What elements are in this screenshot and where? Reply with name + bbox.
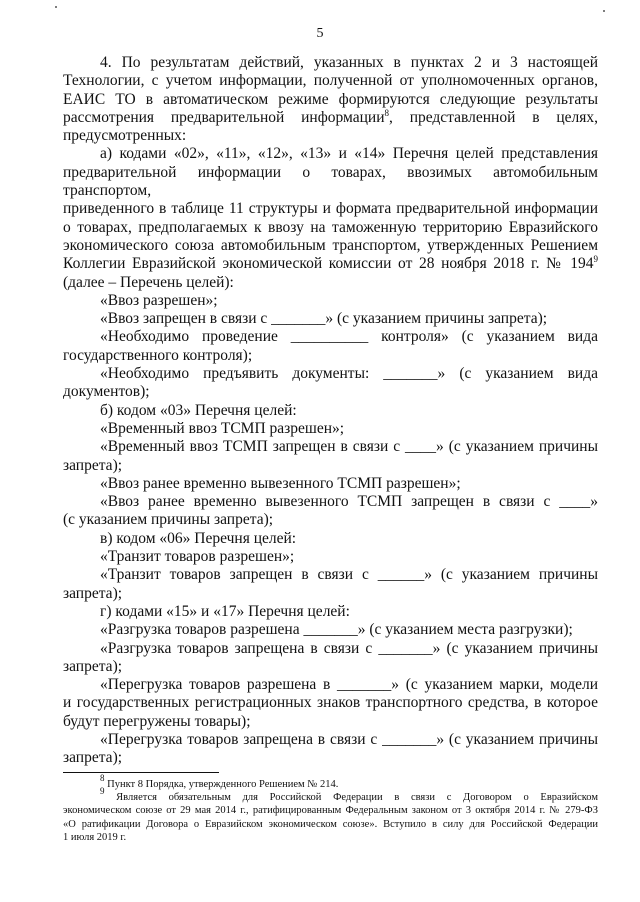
paragraph-line: запрета); [63,456,123,474]
paragraph-line: «Перегрузка товаров запрещена в связи с _______» (с указанием причины [100,730,598,748]
footnote-line [63,804,598,817]
paragraph-line: а) кодами «02», «11», «12», «13» и «14» Перечня целей представления [100,145,598,163]
footnote-text: «О ратификации Договора о Евразийском экономическом союзе». Вступило в силу для Российской Федерации [63,818,598,830]
footnote-line [63,786,598,804]
footnote-reference: 9 [593,254,598,265]
footnote-text: Является обязательным для Российской Федерации в связи с Договором о Евразийском [116,792,598,804]
footnote-number: 9 [100,786,105,797]
footnote-reference: 8 [384,107,389,118]
paragraph-line: в) кодом «06» Перечня целей: [100,529,297,547]
footnote-line [63,831,598,844]
line-text: Коллегии Евразийской экономической комиссии от 28 ноября 2018 г. № 194 [63,255,594,273]
paragraph-line: будут перегружены товары); [63,712,251,730]
footnote-text: 1 июля 2019 г. [63,831,127,843]
paragraph-line: приведенного в таблице 11 структуры и формата предварительной информации [63,200,598,218]
footnote-line [63,773,598,791]
paragraph-line: «Ввоз разрешен»; [100,291,218,309]
document-body [63,54,598,768]
paragraph-line: документов); [63,383,150,401]
paragraph-line: «Временный ввоз ТСМП разрешен»; [100,419,345,437]
paragraph-line: «Ввоз ранее временно вывезенного ТСМП разрешен»; [100,474,461,492]
paragraph-line: государственного контроля); [63,346,253,364]
paragraph-line [63,109,598,127]
paragraph-line: «Разгрузка товаров запрещена в связи с _______» (с указанием причины [100,639,598,657]
paragraph-line: «Транзит товаров разрешен»; [100,548,295,566]
paragraph-line: запрета); [63,657,123,675]
paragraph-line: «Необходимо предъявить документы: _______» (с указанием вида [100,365,598,383]
footnote-text: экономическом союзе от 29 мая 2014 г., ратифицированным Федеральным законом от 3 октября 2014 г. № 279-ФЗ [63,805,598,817]
paragraph-line: «Разгрузка товаров разрешена _______» (с указанием места разгрузки); [100,621,573,639]
paragraph-line: «Временный ввоз ТСМП запрещен в связи с ____» (с указанием причины [100,438,598,456]
paragraph-line: «Перегрузка товаров разрешена в _______» (с указанием марки, модели [100,676,598,694]
paragraph-line: «Ввоз запрещен в связи с _______» (с указанием причины запрета); [100,310,548,328]
scan-speck [55,6,57,8]
footnote-number: 8 [100,773,105,783]
paragraph-line: «Ввоз ранее временно вывезенного ТСМП запрещен в связи с ____» [100,493,598,511]
paragraph-line: предварительной информации о товарах, ввозимых автомобильным транспортом, [63,163,598,200]
paragraph-line: «Транзит товаров запрещен в связи с ______» (с указанием причины [100,566,598,584]
paragraph-line: «Необходимо проведение __________ контроля» (с указанием вида [100,328,598,346]
footnote-separator [63,772,219,773]
paragraph-line: запрета); [63,584,123,602]
paragraph-line: предусмотренных: [63,127,187,145]
paragraph-line: (далее – Перечень целей): [63,273,234,291]
line-text: рассмотрения предварительной информации [63,108,385,126]
scan-speck [603,10,605,12]
paragraph-line: 4. По результатам действий, указанных в пунктах 2 и 3 настоящей [100,54,598,71]
line-text: , представленной в целях, [389,108,598,126]
footnotes [63,773,598,844]
footnote-line [63,818,598,831]
paragraph-line: г) кодами «15» и «17» Перечня целей: [100,602,350,620]
page-number: 5 [316,26,324,41]
paragraph-line: о товарах, предполагаемых к ввозу на таможенную территорию Евразийского [63,218,598,236]
paragraph-line: экономического союза автомобильным транспортом, утвержденных Решением [63,236,598,254]
paragraph-line: запрета); [63,749,123,767]
footnote-text: Пункт 8 Порядка, утвержденного Решением № 214. [107,779,339,790]
paragraph-line: ЕАИС ТО в автоматическом режиме формируются следующие результаты [63,90,598,108]
paragraph-line: и государственных регистрационных знаков транспортного средства, в которое [63,694,598,712]
paragraph-line: (с указанием причины запрета); [63,511,274,529]
paragraph-line: Технологии, с учетом информации, полученной от уполномоченных органов, [63,72,598,90]
paragraph-line: б) кодом «03» Перечня целей: [100,401,297,419]
paragraph-line [63,255,598,273]
